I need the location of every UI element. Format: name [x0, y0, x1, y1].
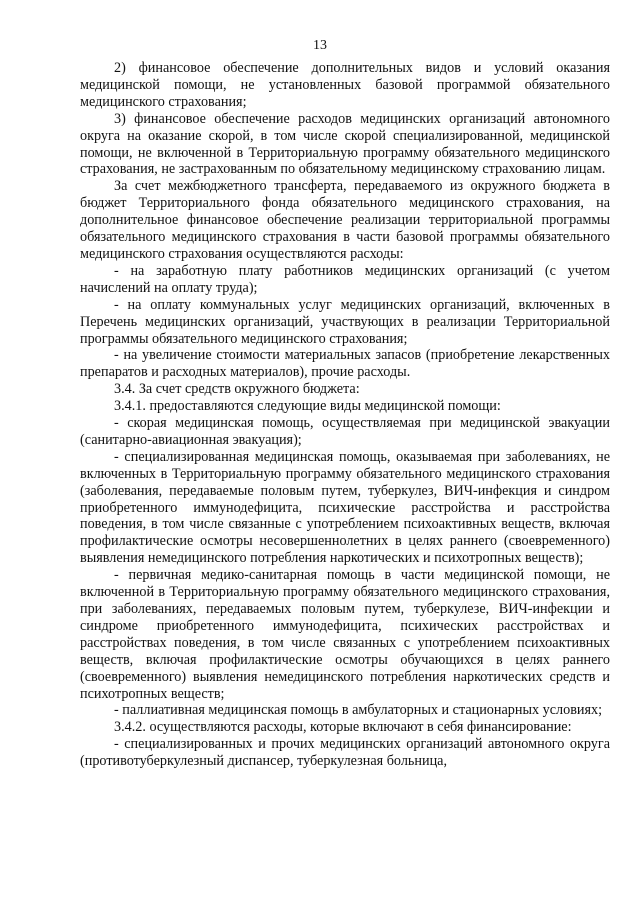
- section-heading-3-4-1: 3.4.1. предоставляются следующие виды медицинской помощи:: [114, 398, 501, 415]
- page-number: 13: [313, 38, 327, 53]
- document-body: [80, 60, 610, 770]
- list-item-specialized-organizations: - специализированных и прочих медицинских организаций автономного округа (противотуберкулезный диспансер, туберкулезная больница,: [80, 736, 610, 770]
- list-item-supplies: - на увеличение стоимости материальных запасов (приобретение лекарственных препаратов и расходных материалов), прочие расходы.: [80, 347, 610, 381]
- list-item-palliative-care: - паллиативная медицинская помощь в амбулаторных и стационарных условиях;: [114, 702, 603, 719]
- section-heading-3-4-2: 3.4.2. осуществляются расходы, которые включают в себя финансирование:: [114, 719, 572, 736]
- list-item-specialized-care: - специализированная медицинская помощь, оказываемая при заболеваниях, не включенных в Территориальную программу обязательного медицинского страхования (заболевания, передаваемые половым путем, туберкулез, ВИЧ-инфекция и синдром приобретенного иммунодефицита, психические расстройства и расстройства поведения, в том числе связанные с употреблением психоактивных веществ, включая профилактические осмотры несовершеннолетних в целях раннего (своевременного) выявления немедицинского потребления наркотических и психотропных веществ);: [80, 448, 610, 567]
- section-heading-3-4: 3.4. За счет средств окружного бюджета:: [114, 381, 360, 398]
- list-item-utilities: - на оплату коммунальных услуг медицинских организаций, включенных в Перечень медицинских организаций, участвующих в реализации Территориальной программы обязательного медицинского страхования;: [80, 296, 610, 347]
- list-item-ambulance: - скорая медицинская помощь, осуществляемая при медицинской эвакуации (санитарно-авиационная эвакуация);: [80, 415, 610, 448]
- paragraph-interbudget-transfer: За счет межбюджетного трансферта, передаваемого из окружного бюджета в бюджет Территориального фонда обязательного медицинского страхования, на дополнительное финансовое обеспечение реализации территориальной программы обязательного медицинского страхования в части базовой программы обязательного медицинского страхования осуществляются расходы:: [80, 178, 610, 262]
- list-item-salary: - на заработную плату работников медицинских организаций (с учетом начислений на оплату труда);: [80, 262, 610, 296]
- paragraph-item-2: 2) финансовое обеспечение дополнительных видов и условий оказания медицинской помощи, не установленных базовой программой обязательного медицинского страхования;: [80, 60, 610, 110]
- paragraph-item-3: 3) финансовое обеспечение расходов медицинских организаций автономного округа на оказание скорой, в том числе скорой специализированной, медицинской помощи, не включенной в Территориальную программу обязательного медицинского страхования, не застрахованным по обязательному медицинскому страхованию лицам.: [80, 110, 610, 178]
- list-item-primary-care: - первичная медико-санитарная помощь в части медицинской помощи, не включенной в Территориальную программу обязательного медицинского страхования, при заболеваниях, передаваемых половым путем, туберкулезе, ВИЧ-инфекции и синдроме приобретенного иммунодефицита, психических расстройствах и расстройствах поведения, в том числе связанных с употреблением психоактивных веществ, включая профилактические осмотры обучающихся в целях раннего (своевременного) выявления немедицинского потребления наркотических средств и психотропных веществ;: [80, 567, 610, 702]
